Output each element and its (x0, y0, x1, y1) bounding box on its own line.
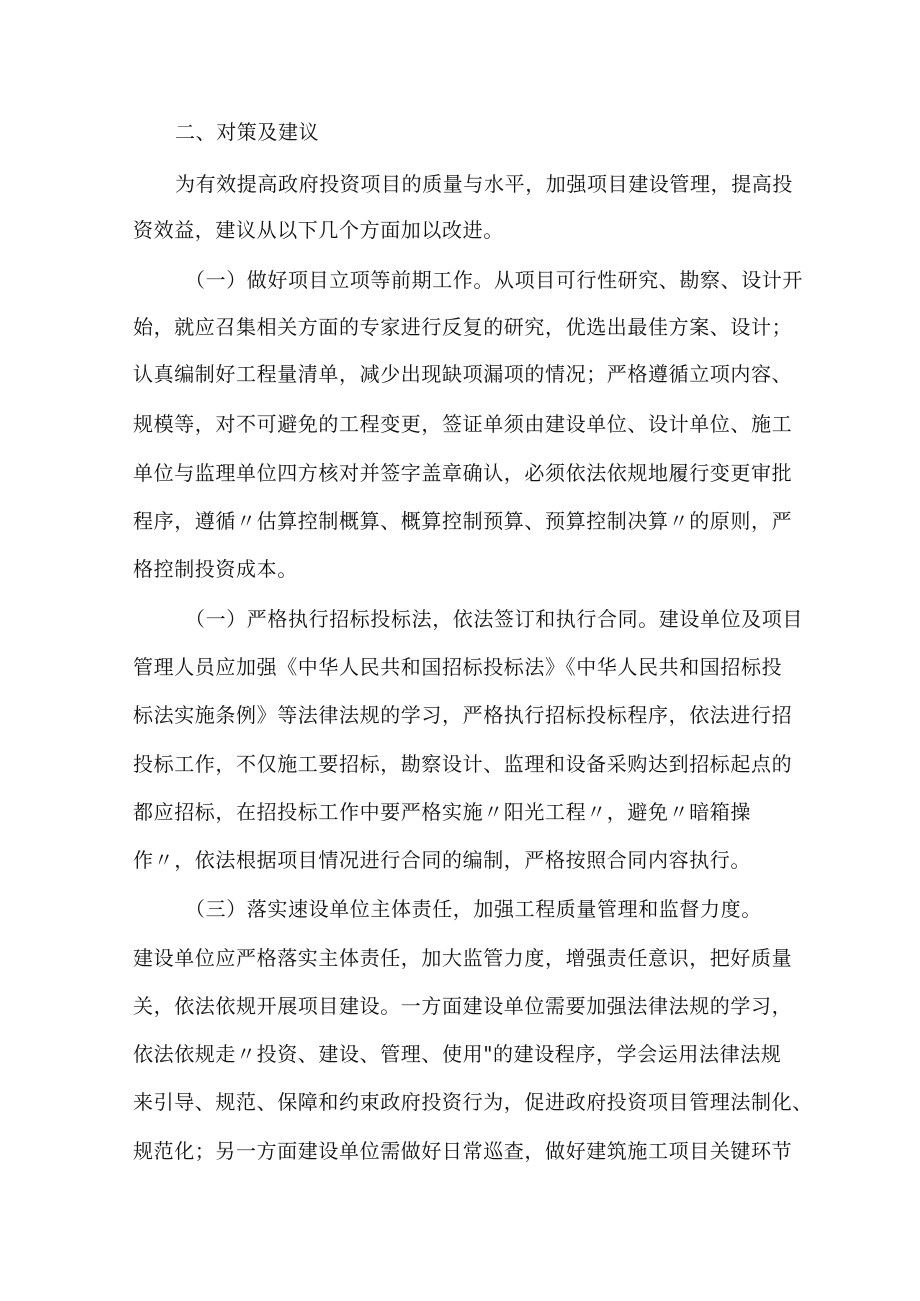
paragraph-line: 建设单位应严格落实主体责任，加大监管力度，增强责任意识，把好质量 (133, 946, 793, 970)
paragraph-line: 格控制投资成本。 (133, 557, 298, 581)
paragraph-line: 投标工作，不仅施工要招标，勘察设计、监理和设备采购达到招标起点的 (133, 752, 793, 776)
paragraph-line: （三）落实速设单位主体责任，加强工程质量管理和监督力度。 (185, 897, 762, 921)
paragraph-line: 作〃，依法根据项目情况进行合同的编制，严格按照合同内容执行。 (133, 848, 751, 872)
paragraph-line: 管理人员应加强《中华人民共和国招标投标法》《中华人民共和国招标投 (133, 655, 783, 679)
paragraph-line: 为有效提高政府投资项目的质量与水平，加强项目建设管理，提高投 (175, 172, 793, 196)
paragraph-line: 标法实施条例》等法律法规的学习，严格执行招标投标程序，依法进行招 (133, 703, 793, 727)
paragraph-line: 始，就应召集相关方面的专家进行反复的研究，优选出最佳方案、设计； (133, 315, 793, 339)
section-heading: 二、对策及建议 (175, 120, 320, 144)
paragraph-line: 来引导、规范、保障和约束政府投资行为，促进政府投资项目管理法制化、 (133, 1090, 813, 1114)
paragraph-line: 规模等，对不可避免的工程变更，签证单须由建设单位、设计单位、施工 (133, 412, 793, 436)
paragraph-line: 关，依法依规开展项目建设。一方面建设单位需要加强法律法规的学习， (133, 994, 793, 1018)
paragraph-line: 单位与监理单位四方核对并签字盖章确认，必须依法依规地履行变更审批 (133, 461, 793, 485)
paragraph-line: 认真编制好工程量清单，减少出现缺项漏项的情况；严格遵循立项内容、 (133, 362, 793, 386)
paragraph-line: 依法依规走〃投资、建设、管理、使用"的建设程序，学会运用法律法规 (133, 1042, 782, 1066)
paragraph-line: 规范化；另一方面建设单位需做好日常巡查，做好建筑施工项目关键环节 (133, 1139, 793, 1163)
paragraph-line: 资效益，建议从以下几个方面加以改进。 (133, 218, 504, 242)
paragraph-line: 都应招标，在招投标工作中要严格实施〃阳光工程〃，避免〃暗箱操 (133, 800, 751, 824)
paragraph-line: （一）严格执行招标投标法，依法签订和执行合同。建设单位及项目 (185, 607, 803, 631)
paragraph-line: （一）做好项目立项等前期工作。从项目可行性研究、勘察、设计开 (185, 268, 803, 292)
paragraph-line: 程序，遵循〃估算控制概算、概算控制预算、预算控制决算〃的原则，严 (133, 509, 793, 533)
